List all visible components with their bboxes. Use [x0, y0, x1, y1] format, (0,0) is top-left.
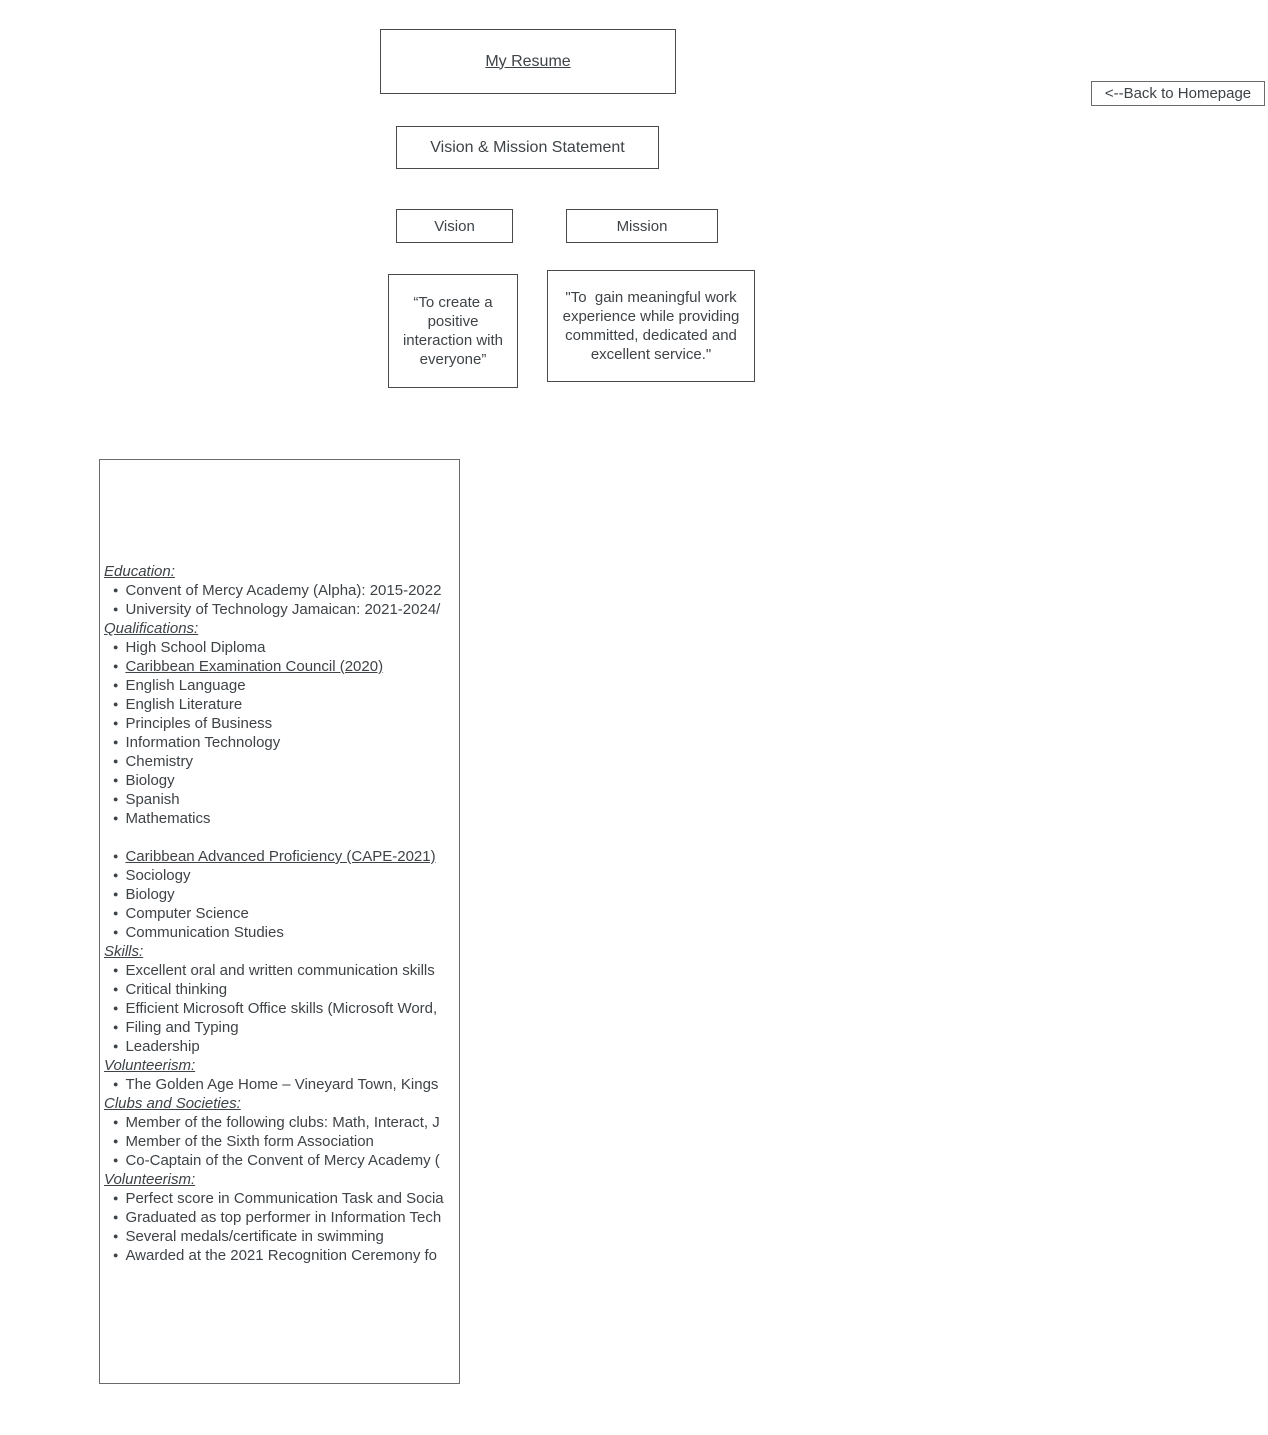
resume-bullet-item: [104, 904, 459, 923]
resume-bullet-item: [104, 1132, 459, 1151]
resume-section-heading: [104, 1056, 459, 1075]
resume-bullet-text: Efficient Microsoft Office skills (Microsoft Word,: [125, 1000, 438, 1017]
resume-blank-line: [104, 828, 459, 847]
my-resume-title-box: [380, 29, 676, 94]
resume-bullet-text: Caribbean Examination Council (2020): [125, 658, 384, 675]
my-resume-link[interactable]: My Resume: [485, 52, 571, 70]
resume-section-heading: [104, 1094, 459, 1113]
bullet-icon: ●: [113, 680, 119, 690]
bullet-icon: ●: [113, 984, 119, 994]
resume-bullet-item: [104, 733, 459, 752]
resume-bullet-item: [104, 1075, 459, 1094]
resume-bullet-text: Convent of Mercy Academy (Alpha): 2015-2022: [125, 582, 442, 599]
resume-content: [99, 459, 460, 1384]
resume-bullet-text: Information Technology: [125, 734, 281, 751]
resume-section-heading: [104, 619, 459, 638]
resume-bullet-item: [104, 809, 459, 828]
resume-bullet-item: [104, 866, 459, 885]
resume-bullet-text: English Literature: [125, 696, 243, 713]
resume-bullet-text: Awarded at the 2021 Recognition Ceremony fo: [125, 1247, 438, 1264]
bullet-icon: ●: [113, 1079, 119, 1089]
resume-bullet-text: Member of the Sixth form Association: [125, 1133, 374, 1150]
resume-bullet-item: [104, 1037, 459, 1056]
resume-bullet-item: [104, 676, 459, 695]
resume-bullet-text: Perfect score in Communication Task and Socia: [125, 1190, 444, 1207]
resume-bullet-item: [104, 752, 459, 771]
resume-section-heading-label: Volunteerism:: [104, 1057, 196, 1074]
resume-section-heading: [104, 1170, 459, 1189]
resume-bullet-text: Caribbean Advanced Proficiency (CAPE-2021): [125, 848, 436, 865]
resume-bullet-text: Communication Studies: [125, 924, 284, 941]
resume-bullet-text: Excellent oral and written communication skills: [125, 962, 435, 979]
resume-bullet-item: [104, 885, 459, 904]
resume-bullet-item: [104, 581, 459, 600]
bullet-icon: ●: [113, 794, 119, 804]
bullet-icon: ●: [113, 1212, 119, 1222]
resume-bullet-item: [104, 771, 459, 790]
resume-bullet-item: [104, 847, 459, 866]
resume-bullet-text: Principles of Business: [125, 715, 273, 732]
bullet-icon: ●: [113, 870, 119, 880]
resume-bullet-text: Leadership: [125, 1038, 200, 1055]
bullet-icon: ●: [113, 604, 119, 614]
bullet-icon: ●: [113, 661, 119, 671]
bullet-icon: ●: [113, 813, 119, 823]
resume-bullet-text: Graduated as top performer in Information Tech: [125, 1209, 442, 1226]
bullet-icon: ●: [113, 927, 119, 937]
bullet-icon: ●: [113, 889, 119, 899]
resume-section-heading-label: Skills:: [104, 943, 144, 960]
resume-bullet-text: Sociology: [125, 867, 191, 884]
bullet-icon: ●: [113, 1231, 119, 1241]
resume-bullet-item: [104, 1227, 459, 1246]
resume-bullet-item: [104, 695, 459, 714]
resume-bullet-item: [104, 923, 459, 942]
resume-bullet-text: Chemistry: [125, 753, 193, 770]
resume-bullet-item: [104, 1189, 459, 1208]
bullet-icon: ●: [113, 642, 119, 652]
resume-bullet-item: [104, 600, 459, 619]
resume-bullet-text: The Golden Age Home – Vineyard Town, Kings: [125, 1076, 439, 1093]
vision-label-box: Vision: [396, 209, 513, 243]
back-to-homepage-button[interactable]: <--Back to Homepage: [1091, 81, 1265, 106]
resume-bullet-item: [104, 1246, 459, 1265]
resume-bullet-text: High School Diploma: [125, 639, 266, 656]
bullet-icon: ●: [113, 775, 119, 785]
bullet-icon: ●: [113, 965, 119, 975]
resume-bullet-text: Computer Science: [125, 905, 249, 922]
resume-bullet-text: Mathematics: [125, 810, 211, 827]
bullet-icon: ●: [113, 699, 119, 709]
bullet-icon: ●: [113, 737, 119, 747]
resume-bullet-item: [104, 1208, 459, 1227]
resume-bullet-item: [104, 999, 459, 1018]
bullet-icon: ●: [113, 1003, 119, 1013]
resume-section-heading-label: Clubs and Societies:: [104, 1095, 241, 1112]
resume-bullet-item: [104, 790, 459, 809]
resume-bullet-item: [104, 1151, 459, 1170]
resume-bullet-text: English Language: [125, 677, 246, 694]
resume-bullet-text: Spanish: [125, 791, 180, 808]
resume-bullet-text: Biology: [125, 772, 175, 789]
resume-bullet-text: Biology: [125, 886, 175, 903]
resume-bullet-item: [104, 657, 459, 676]
resume-bullet-text: Several medals/certificate in swimming: [125, 1228, 384, 1245]
resume-section-heading: [104, 562, 459, 581]
resume-bullet-item: [104, 980, 459, 999]
bullet-icon: ●: [113, 1193, 119, 1203]
bullet-icon: ●: [113, 756, 119, 766]
resume-bullet-item: [104, 638, 459, 657]
resume-bullet-text: Co-Captain of the Convent of Mercy Academy (: [125, 1152, 440, 1169]
bullet-icon: ●: [113, 1136, 119, 1146]
mission-label-box: Mission: [566, 209, 718, 243]
resume-bullet-item: [104, 961, 459, 980]
resume-section-heading: [104, 942, 459, 961]
resume-section-heading-label: Education:: [104, 563, 175, 580]
bullet-icon: ●: [113, 1155, 119, 1165]
bullet-icon: ●: [113, 908, 119, 918]
resume-bullet-text: Critical thinking: [125, 981, 228, 998]
resume-section-heading-label: Qualifications:: [104, 620, 199, 637]
bullet-icon: ●: [113, 585, 119, 595]
resume-bullet-item: [104, 1018, 459, 1037]
mission-quote-box: "To gain meaningful work experience while providing committed, dedicated and excellent service.": [547, 270, 755, 382]
bullet-icon: ●: [113, 851, 119, 861]
resume-section-heading-label: Volunteerism:: [104, 1171, 196, 1188]
resume-bullet-item: [104, 1113, 459, 1132]
bullet-icon: ●: [113, 1250, 119, 1260]
vision-quote-box: “To create a positive interaction with everyone”: [388, 274, 518, 388]
resume-bullet-text: Filing and Typing: [125, 1019, 239, 1036]
bullet-icon: ●: [113, 1022, 119, 1032]
resume-bullet-text: Member of the following clubs: Math, Interact, J: [125, 1114, 440, 1131]
vision-mission-statement-header: Vision & Mission Statement: [396, 126, 659, 169]
bullet-icon: ●: [113, 1117, 119, 1127]
bullet-icon: ●: [113, 718, 119, 728]
resume-bullet-text: University of Technology Jamaican: 2021-2024/: [125, 601, 441, 618]
bullet-icon: ●: [113, 1041, 119, 1051]
resume-bullet-item: [104, 714, 459, 733]
